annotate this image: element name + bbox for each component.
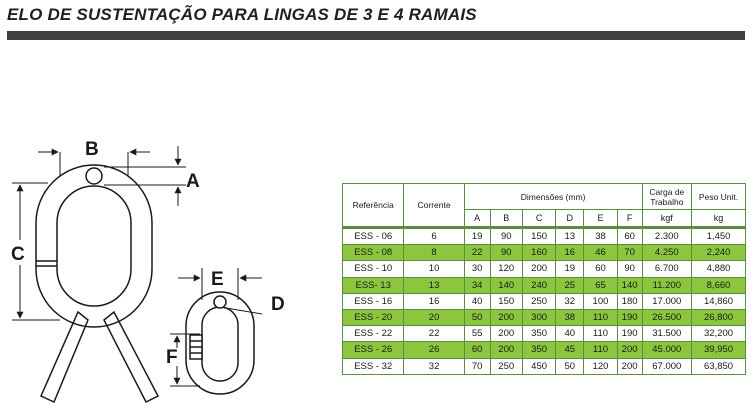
table-cell: ESS- 13	[343, 277, 404, 293]
table-cell: 16	[556, 245, 584, 261]
table-row	[343, 261, 746, 277]
table-row	[343, 358, 746, 374]
table-cell: 120	[490, 261, 522, 277]
table-row	[343, 245, 746, 261]
table-cell: 200	[617, 342, 642, 358]
table-cell: 190	[617, 309, 642, 325]
title-divider-bar	[7, 31, 745, 40]
table-cell: ESS - 06	[343, 228, 404, 245]
header-referencia: Referência	[343, 184, 404, 228]
table-cell: 19	[556, 261, 584, 277]
subheader-e: E	[584, 210, 617, 228]
table-cell: 50	[464, 309, 490, 325]
label-f: F	[166, 347, 178, 368]
table-cell: 70	[617, 245, 642, 261]
table-cell: 110	[584, 309, 617, 325]
table-cell: ESS - 16	[343, 293, 404, 309]
table-row	[343, 293, 746, 309]
table-cell: ESS - 08	[343, 245, 404, 261]
table-cell: 140	[490, 277, 522, 293]
table-cell: 26,800	[692, 309, 746, 325]
table-cell: 40	[464, 293, 490, 309]
table-cell: 300	[522, 309, 555, 325]
table-cell: 110	[584, 342, 617, 358]
table-cell: 38	[584, 228, 617, 245]
label-d: D	[271, 294, 285, 315]
table-cell: 350	[522, 342, 555, 358]
table-cell: 160	[522, 245, 555, 261]
table-cell: 22	[404, 326, 464, 342]
table-cell: 60	[617, 228, 642, 245]
table-cell: 32	[556, 293, 584, 309]
table-cell: 40	[556, 326, 584, 342]
table-cell: 200	[490, 342, 522, 358]
subheader-d: D	[556, 210, 584, 228]
header-corrente: Corrente	[404, 184, 464, 228]
table-cell: 140	[617, 277, 642, 293]
table-cell: 39,950	[692, 342, 746, 358]
subheader-a: A	[464, 210, 490, 228]
table-cell: 240	[522, 277, 555, 293]
table-cell: 70	[464, 358, 490, 374]
table-cell: 65	[584, 277, 617, 293]
table-cell: ESS - 10	[343, 261, 404, 277]
table-cell: 26	[404, 342, 464, 358]
table-cell: ESS - 20	[343, 309, 404, 325]
table-row	[343, 326, 746, 342]
table-cell: 450	[522, 358, 555, 374]
table-cell: 4.250	[642, 245, 692, 261]
table-cell: 16	[404, 293, 464, 309]
label-c: C	[11, 244, 25, 265]
table-cell: 38	[556, 309, 584, 325]
table-cell: 2.300	[642, 228, 692, 245]
header-carga: Carga de Trabalho	[642, 184, 692, 210]
table-cell: 32,200	[692, 326, 746, 342]
table-cell: 14,860	[692, 293, 746, 309]
table-cell: 50	[556, 358, 584, 374]
table-cell: 250	[490, 358, 522, 374]
master-link-diagram	[0, 130, 330, 408]
table-cell: 31.500	[642, 326, 692, 342]
table-cell: 60	[584, 261, 617, 277]
table-cell: 2,240	[692, 245, 746, 261]
table-cell: 45	[556, 342, 584, 358]
table-cell: 30	[464, 261, 490, 277]
spec-table	[342, 183, 746, 375]
page-title: ELO DE SUSTENTAÇÃO PARA LINGAS DE 3 E 4 RAMAIS	[7, 5, 477, 24]
table-cell: 10	[404, 261, 464, 277]
header-peso: Peso Unit.	[692, 184, 746, 210]
table-cell: 90	[490, 228, 522, 245]
table-cell: 150	[522, 228, 555, 245]
table-cell: 46	[584, 245, 617, 261]
table-cell: 22	[464, 245, 490, 261]
label-b: B	[85, 139, 99, 160]
table-cell: 120	[584, 358, 617, 374]
table-cell: 13	[404, 277, 464, 293]
table-cell: 34	[464, 277, 490, 293]
table-cell: 8	[404, 245, 464, 261]
table-cell: 90	[617, 261, 642, 277]
table-cell: 63,850	[692, 358, 746, 374]
table-cell: 200	[522, 261, 555, 277]
subheader-b: B	[490, 210, 522, 228]
table-cell: ESS - 26	[343, 342, 404, 358]
table-cell: 60	[464, 342, 490, 358]
table-cell: 1,450	[692, 228, 746, 245]
table-cell: 13	[556, 228, 584, 245]
table-body	[343, 228, 746, 375]
table-cell: 190	[617, 326, 642, 342]
table-cell: 200	[490, 309, 522, 325]
header-dimensoes: Dimensões (mm)	[464, 184, 642, 210]
table-row	[343, 228, 746, 245]
subheader-c: C	[522, 210, 555, 228]
subheader-carga-unit: kgf	[642, 210, 692, 228]
table-row	[343, 277, 746, 293]
table-cell: 200	[490, 326, 522, 342]
table-cell: 11.200	[642, 277, 692, 293]
sub-link-legs	[41, 312, 158, 402]
table-cell: 55	[464, 326, 490, 342]
table-cell: 8,660	[692, 277, 746, 293]
table-cell: 350	[522, 326, 555, 342]
label-a: A	[186, 171, 200, 192]
small-link-shape	[186, 292, 254, 394]
table-cell: 45.000	[642, 342, 692, 358]
table-cell: 200	[617, 358, 642, 374]
table-cell: 6.700	[642, 261, 692, 277]
subheader-peso-unit: kg	[692, 210, 746, 228]
table-row	[343, 309, 746, 325]
table-cell: 25	[556, 277, 584, 293]
large-link-shape	[36, 165, 152, 327]
subheader-f: F	[617, 210, 642, 228]
table-cell: 6	[404, 228, 464, 245]
table-cell: 150	[490, 293, 522, 309]
table-cell: 17.000	[642, 293, 692, 309]
table-cell: ESS - 32	[343, 358, 404, 374]
table-cell: 100	[584, 293, 617, 309]
table-cell: 180	[617, 293, 642, 309]
table-cell: 250	[522, 293, 555, 309]
table-cell: 20	[404, 309, 464, 325]
table-row	[343, 342, 746, 358]
table-cell: 19	[464, 228, 490, 245]
table-cell: 26.500	[642, 309, 692, 325]
table-cell: 32	[404, 358, 464, 374]
table-cell: ESS - 22	[343, 326, 404, 342]
table-cell: 67.000	[642, 358, 692, 374]
table-cell: 110	[584, 326, 617, 342]
table-cell: 90	[490, 245, 522, 261]
label-e: E	[211, 269, 224, 290]
table-cell: 4,880	[692, 261, 746, 277]
